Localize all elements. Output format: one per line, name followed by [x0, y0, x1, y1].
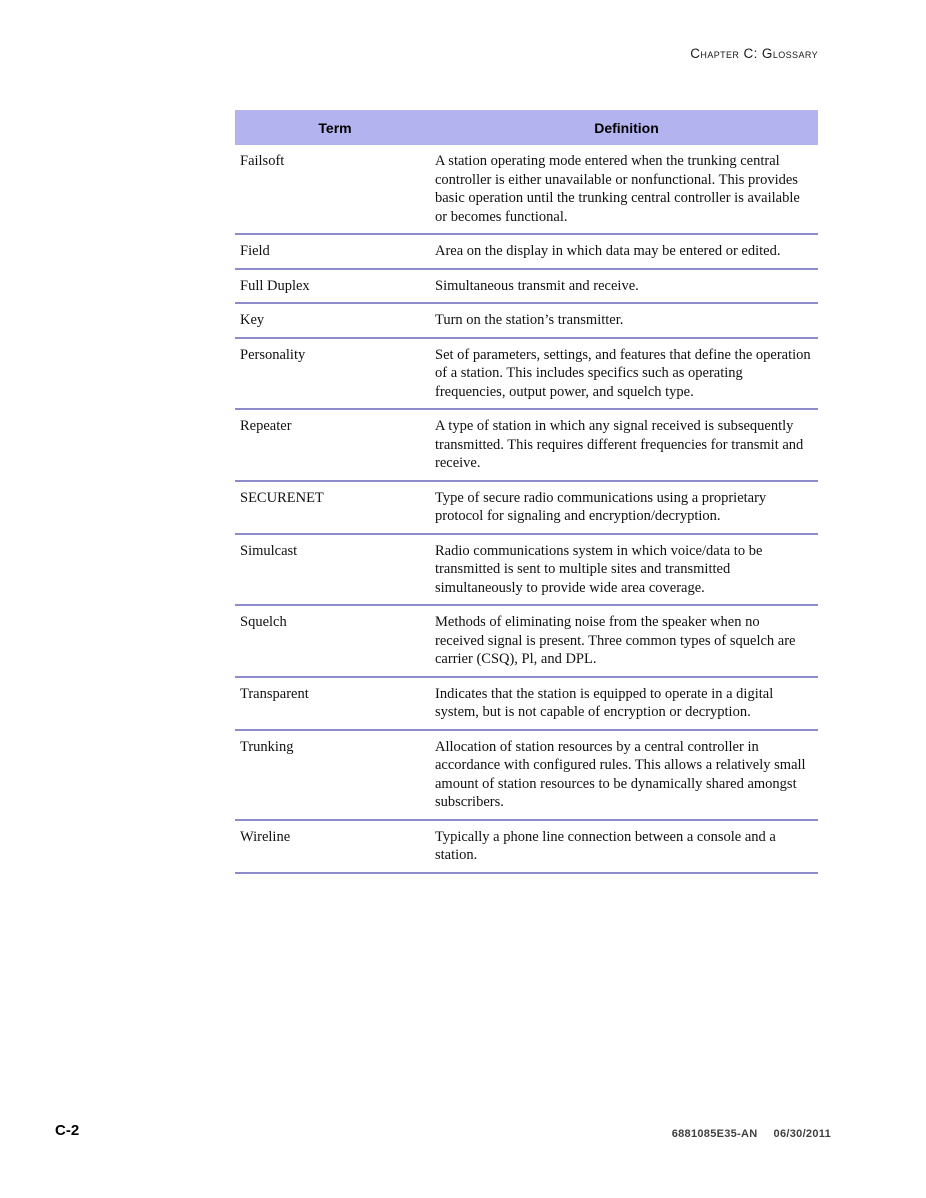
table-row [235, 482, 818, 535]
table-row [235, 270, 818, 305]
column-header-term: Term [318, 119, 352, 136]
definition-cell: Set of parameters, settings, and features that define the operation of a station. This includes specifics such as operating frequencies, output power, and squelch type. [435, 346, 811, 400]
term-cell: Repeater [240, 418, 292, 434]
column-header-definition: Definition [594, 119, 659, 136]
table-row [235, 535, 818, 607]
table-row [235, 678, 818, 731]
table-body [235, 145, 818, 874]
table-row [235, 339, 818, 411]
term-cell: SECURENET [240, 489, 324, 506]
table-row [235, 304, 818, 339]
page-number: C-2 [55, 1122, 80, 1139]
table-header-row [235, 110, 818, 145]
definition-cell: A station operating mode entered when the trunking central controller is either unavailable or nonfunctional. This provides basic operation until the trunking central controller is available or becomes functional. [435, 153, 800, 225]
term-cell: Trunking [240, 738, 294, 755]
table-row [235, 145, 818, 235]
definition-cell: Typically a phone line connection between a console and a station. [435, 828, 776, 863]
term-cell: Simulcast [240, 542, 298, 559]
glossary-table [235, 110, 818, 874]
term-cell: Key [240, 312, 265, 328]
definition-cell: A type of station in which any signal received is subsequently transmitted. This requires different frequencies for transmit and receive. [435, 418, 804, 471]
table-row [235, 606, 818, 678]
table-row [235, 821, 818, 874]
term-cell: Personality [240, 346, 306, 363]
term-cell: Wireline [240, 828, 291, 845]
term-cell: Squelch [240, 614, 287, 630]
chapter-header: Chapter C: Glossary [690, 46, 818, 61]
definition-cell: Turn on the station’s transmitter. [435, 312, 624, 328]
table-row [235, 731, 818, 821]
term-cell: Full Duplex [240, 277, 310, 294]
definition-cell: Indicates that the station is equipped to operate in a digital system, but is not capable of encryption or decryption. [435, 685, 774, 720]
revision-date: 06/30/2011 [773, 1128, 831, 1140]
part-number: 6881085E35-AN [671, 1128, 758, 1140]
definition-cell: Area on the display in which data may be entered or edited. [435, 243, 781, 259]
definition-cell: Type of secure radio communications using a proprietary protocol for signaling and encryption/decryption. [435, 489, 767, 524]
term-cell: Field [240, 243, 270, 259]
definition-cell: Radio communications system in which voice/data to be transmitted is sent to multiple sites and transmitted simultaneously to provide wide area coverage. [435, 542, 763, 596]
definition-cell: Methods of eliminating noise from the speaker when no received signal is present. Three common types of squelch are carrier (CSQ), Pl, and DPL. [435, 614, 796, 667]
document-footer [672, 1128, 831, 1140]
table-row [235, 410, 818, 482]
term-cell: Transparent [240, 685, 309, 702]
table-row [235, 235, 818, 270]
definition-cell: Simultaneous transmit and receive. [435, 277, 639, 294]
definition-cell: Allocation of station resources by a central controller in accordance with configured rules. This allows a relatively small amount of station resources to be dynamically shared amongst subscribers. [435, 738, 806, 810]
term-cell: Failsoft [240, 153, 285, 169]
